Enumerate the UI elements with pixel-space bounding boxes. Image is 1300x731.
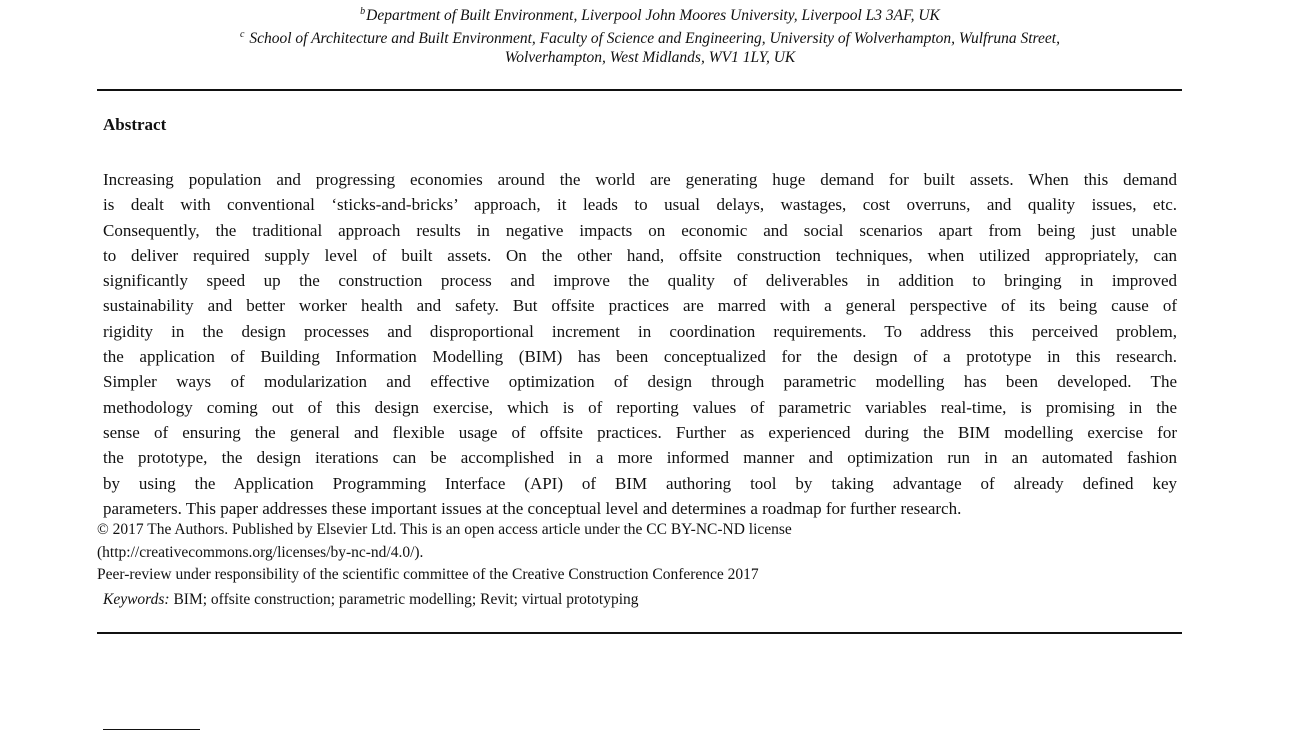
abstract-line: Increasing population and progressing economies around the world are generating huge demand for built assets. When this demand (103, 170, 1177, 189)
affiliation-mark-b: b (360, 6, 366, 17)
abstract-line: rigidity in the design processes and disproportional increment in coordination requirements. To address this perceived problem, (103, 321, 1177, 341)
top-rule (97, 89, 1182, 91)
keywords-text: BIM; offsite construction; parametric modelling; Revit; virtual prototyping (173, 591, 639, 608)
affiliation-text-c-continued: Wolverhampton, West Midlands, WV1 1LY, UK (504, 49, 796, 66)
abstract-line: Simpler ways of modularization and effective optimization of design through parametric modelling has been developed. The (103, 372, 1177, 392)
license-link[interactable]: (http://creativecommons.org/licenses/by-nc-nd/4.0/). (97, 544, 424, 561)
abstract-line: is dealt with conventional ‘sticks-and-bricks’ approach, it leads to usual delays, wastages, cost overruns, and quality issues, etc. (103, 195, 1177, 215)
abstract-line: methodology coming out of this design exercise, which is of reporting values of parametric variables real-time, is promising in the (103, 397, 1177, 417)
abstract-line: by using the Application Programming Interface (API) of BIM authoring tool by taking advantage of already defined key (103, 473, 1177, 493)
keywords (103, 589, 639, 611)
copyright-line-1: © 2017 The Authors. Published by Elsevier Ltd. This is an open access article under the CC BY-NC-ND license (97, 521, 792, 538)
affiliation-text-b: Department of Built Environment, Liverpool John Moores University, Liverpool L3 3AF, UK (366, 7, 940, 24)
abstract-line: to deliver required supply level of built assets. On the other hand, offsite construction techniques, when utilized appropriately, can (103, 245, 1177, 265)
affiliation-mark-c: c (240, 29, 245, 40)
affiliation-c-continued (130, 46, 1170, 69)
abstract-line: the prototype, the design iterations can be accomplished in a more informed manner and optimization run in an automated fashion (103, 448, 1177, 468)
abstract-heading: Abstract (103, 115, 167, 134)
abstract-line: Consequently, the traditional approach results in negative impacts on economic and social scenarios apart from being just unable (103, 220, 1177, 240)
peer-review-statement: Peer-review under responsibility of the scientific committee of the Creative Construction Conference 2017 (97, 566, 759, 583)
bottom-rule (97, 632, 1182, 634)
abstract-line: sense of ensuring the general and flexible usage of offsite practices. Further as experienced during the BIM modelling exercise for (103, 422, 1177, 442)
abstract-line: significantly speed up the construction process and improve the quality of deliverables in addition to bringing in improved (103, 271, 1177, 291)
keywords-label: Keywords: (103, 591, 170, 608)
abstract-line: parameters. This paper addresses these important issues at the conceptual level and determines a roadmap for further research. (103, 498, 962, 518)
footnote-rule (103, 729, 200, 730)
abstract-line: the application of Building Information Modelling (BIM) has been conceptualized for the design of a prototype in this research. (103, 347, 1177, 367)
affiliation-text-c: School of Architecture and Built Environment, Faculty of Science and Engineering, University of Wolverhampton, Wulfruna Street, (249, 30, 1060, 47)
abstract-line: sustainability and better worker health and safety. But offsite practices are marred with a general perspective of its being cause of (103, 296, 1177, 316)
abstract-body (103, 167, 1177, 521)
